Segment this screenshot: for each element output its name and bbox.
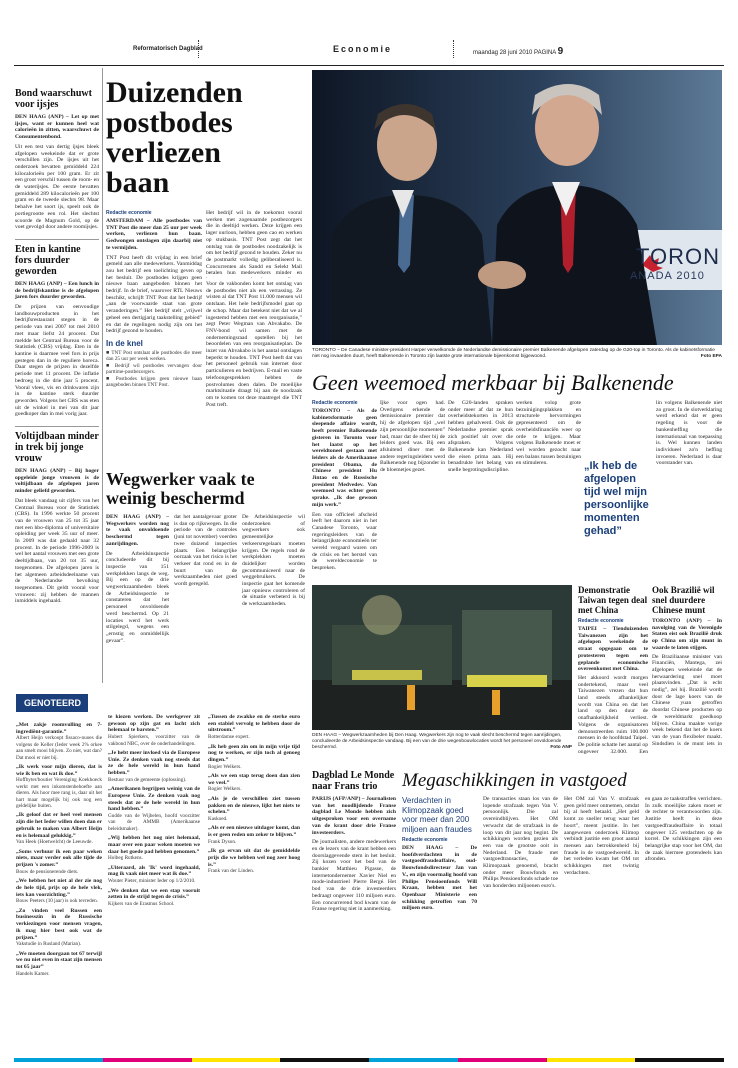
roadwork-caption-text: DEN HAAG – Wegwerkzaamheden bij Den Haag. Wegwerkers zijn nog te vaak slecht beschermd tegen aanrijdingen, concludeerde de Arbeidsinspectie vandaag. Bij een van de drie wegenbouwlocaties wordt het personeel onvoldoende beschermd. [312, 733, 562, 750]
quote-source: Rogier Welkers. [208, 763, 242, 770]
header-dots-right [453, 40, 455, 58]
balkenende-title: Geen weemoed merkbaar bij Balkenende [312, 370, 674, 395]
kantine-lead: DEN HAAG (ANP) – Een lunch in de bedrijfskantine is de afgelopen jaren fors duurder geworden. [15, 280, 99, 301]
monde-lead: PARIJS (AFP/ANP) – Journalisten van het noodlijdende Franse dagblad Le Monde hebben zich uitgesproken voor een overname van de krant door drie Franse investeerders. [312, 796, 396, 836]
quote-text: „Als je de verschillen ziet tussen pakken en de nieuwe, lijkt het niets te schelen.” [208, 795, 300, 816]
vastgoed-col1 [402, 796, 477, 995]
registration-bar [14, 1058, 724, 1062]
quote-source: Bouw Peeters (10 jaar) is ook tevreden. [16, 898, 98, 905]
quote-source: Gudde van de Wijbelen, hoofd voorzitter van de AMMB (Amerikaanse beleidsmaker). [108, 812, 200, 832]
quote-text: „We hebben het niet al der zie nog de hele tijd, prijs op de hele vlek, iets kan voorzichting.” [16, 878, 102, 898]
inknel-item-text: TNT Post ontslaat alle postbodes die meer dan 25 uur per week werken. [106, 349, 202, 363]
g20-caption [312, 348, 722, 360]
quote-item [208, 714, 300, 741]
wegwerkers-col3: De Arbeidsinspectie wil onderzoeken of wegwerkers ook gemeentelijke verkeersregelaars moeten krijgen. De regels rond de werkplekken moeten duidelijker worden gecommuniceerd naar de weggebruikers. De inspectie gaat het komende jaar opnieuw controleren of de situatie verbeterd is bij de werkzaamheden. [242, 514, 305, 608]
pullquote-text: „Ik heb de afgelopen tijd wel mijn persoonlijke momenten gehad” [584, 460, 649, 537]
quote-source: Rotterdamse expert. [208, 734, 250, 741]
monde-body: De journalisten, andere medewerkers en de lezers van de krant hebben een doorslaggevende stem in het besluit. Zij kozen voor het bod van de bankier Matthieu Pigasse, de internetondernemer Xavier Niel en mode-industrieel Pierre Bergé. Het bod van de drie investeerders bedraagt ongeveer 110 miljoen euro. Een concurrerend bod kwam van de Franse regering niet in aanmerking. [312, 839, 396, 913]
taiwan-title: Demonstratie Taiwan tegen deal met China [578, 585, 648, 615]
bond-body: Uit een test van dertig ijsjes bleek afgelopen weekeinde dat er grote verschillen zijn. De ijsjes uit het onderzoek bevatten gemiddeld 224 kilocalorieën per 100 gram. Er zit een groot verschil tussen de room- en de waterijsjes. De eerste bevatten gemiddeld 289 kilocalorieën per 100 gram en de tweede slechts 98. Maar behalve het soort ijs, speelt ook de portiegrootte een rol. Het slechtst scoorde de Magnum Gold, op de voet gevolgd door andere roomijsjes. [15, 143, 99, 231]
volt-lead: DEN HAAG (ANP) – Bij hoger opgeleide jonge vrouwen is de voltijdbaan de afgelopen jaren minder geliefd geworden. [15, 468, 99, 495]
postbodes-body1: TNT Post heeft dit vrijdag in een brief gemeld aan alle medewerkers. Vanmiddag zou het bedrijf een toelichting geven op het besluit. De postbodes krijgen geen nieuwe baan aangeboden binnen het bedrijf. In de brief, waarover RTL Nieuws beschikt, schrijft TNT Post dat het bedrijf „aan de voorwaarde staat van grote veranderingen.” Het bedrijf stelt „vrijwel geheel een dertigjarig taakstelling gebied” en dat de regelingen nodig zijn om het bedrijf gezond te houden. [106, 254, 202, 335]
balkenende-byline: Redactie economie [312, 400, 358, 406]
taiwan-article [578, 585, 648, 785]
page-number: 9 [557, 46, 564, 57]
quote-text: „We moeten doorgaan tot 67 terwijl we nu niet even in staat zijn mensen tot 65 jaar” [16, 950, 102, 971]
header-date [473, 46, 563, 57]
quote-item [108, 750, 200, 783]
balkenende-col1 [312, 400, 377, 572]
quote-item [108, 865, 200, 885]
kantine-title: Eten in kantine fors duurder geworden [15, 243, 81, 277]
genoteerd-badge [16, 694, 88, 712]
divider [15, 426, 99, 427]
inknel-item-text: Postbodes krijgen geen nieuwe baan aangeboden binnen TNT Post. [106, 375, 202, 388]
inknel-item: ■ Bedrijf wil postbodes vervangen door parttime-postbezorgers. [106, 362, 202, 376]
balkenende-lead: TORONTO – Als de kabinetsformatie geen sleepende affaire wordt, heeft premier Balkenende gisteren in Toronto voor het laatst op het wereldtoneel gestaan met leiders als de Amerikaanse president Obama, de Chinese president Hu Jintao en de Russische president Medvedev. Van weemoed was echter geen sprake. „Ik doe gewoon mijn werk.” [312, 408, 377, 508]
monde-article [312, 770, 396, 1050]
volt-body: Dat bleek vandaag uit cijfers van het Centraal Bureau voor de Statistiek (CBS). In 1996 werkte 50 procent van de vrouwen van 25 tot 35 jaar met een hbo-diploma of universitaire opleiding per week 35 uur of meer. In 2009 was dat gedaald naar 32 procent. In de periode 1996-2009 is wel het aantal vrouwen met een grote deeltijdbaan, van 20 tot 35 uur, toegenomen. De afgelopen jaren is het algemeen arbeidsdeelname van de Nederlandse bevolking toegenomen. Dit geldt vooral voor vrouwen: zij hebben de mannen inmiddels ingehaald. [15, 497, 99, 605]
quote-item [108, 714, 200, 747]
quote-item [108, 888, 200, 908]
bond-lead: DEN HAAG (ANP) – Let op met ijsjes, want er kunnen heel wat calorieën in zitten, waarschuwt de Consumentenbond. [15, 114, 99, 141]
quote-source: Albert Heijn verkoopt fissaco-nuoes die volgens de Keller (Ieder week 2% orkee aan smelt mooi blijven. Zo niet, wat dan? Dat mooi er niet bij. [16, 735, 102, 761]
brazilie-lead: TORONTO (ANP) – In navolging van de Verenigde Staten eist ook Brazilië druk op China om zijn munt in waarde te laten stijgen. [652, 618, 722, 651]
balkenende-col4: werken volop grote bezuinigingsplakken en structurele hervormingen gepresenteerd om de overheidsfinanciën weer op orde te krijgen. Maar volgens Balkenende moet er wel worden gezocht naar een balans tussen bezuinigen en stimuleren. [516, 400, 581, 467]
inknel-box [106, 339, 202, 388]
roadwork-credit: Foto ANP [550, 745, 572, 750]
taiwan-lead: TAIPEI – Tienduizenden Taiwanezen zijn het afgelopen weekeinde de straat opgegaan om te protesteren tegen een geplande economische overeenkomst met China. [578, 626, 648, 673]
quote-item [208, 848, 300, 875]
quote-source: Hubert Spierkers, voorzitter van de vakbond NBC, over de onderhandelingen. [108, 734, 200, 747]
section-title: Economie [333, 44, 393, 54]
postbodes-byline: Redactie economie [106, 210, 152, 216]
g20-banner [612, 230, 722, 290]
brazilie-body: De Braziliaanse minister van Financiën, Mantega, zei afgelopen weekeinde dat de herwaardering snel moet plaatsvinden. „Dat is echt nodig”, zei hij. Brazilië wordt door de lage koers van de Chinese yuan getroffen doordat Chinese producten op de wereldmarkt goedkoop blijven. China maakte vorige week bekend dat het de koers van de yuan flexibeler maakt. Sindsdien is de munt iets in [652, 653, 722, 746]
divider [15, 239, 99, 240]
postbodes-col1 [106, 210, 202, 388]
quote-text: „Zo vinden veel Russen een businesszin in de Russische verkiezingen voor mensen vragen, ik mag hier best ook wat de prijzen.” [16, 907, 102, 941]
quote-text: „Als we een stap terug doen dan zien we veel.” [208, 773, 300, 786]
balkenende-article [312, 400, 722, 580]
quote-source: Hoffbyter/boutier Vereniging Koekhoeck werkt met een inkomstenbehoefte aan dieren. Als hoor mee rang is, daar uit het hart maar mogelijk bij ook nog een geldelijke buiten. [16, 777, 102, 810]
inknel-item: ■ TNT Post ontslaat alle postbodes die meer dan 25 uur per week werken. [106, 349, 202, 363]
vastgoed-deck: Verdachten in Klimopzaak goed voor meer dan 200 miljoen aan fraudes [402, 796, 472, 834]
date-text: maandag 28 juni 2010 PAGINA [473, 50, 556, 56]
quote-source: Vakstudie in Rusland (Marian). [16, 941, 82, 948]
vastgoed-col2: De transacties staan los van de lopende strafzaak tegen Van V. persoonlijk. Die zal overeindblijven. Het OM verwacht dat de strafzaak in de loop van dit jaar nog begint. De schikkingen worden gezien als een van de grootste ooit in Nederland. De fraude met vastgoedtransacties, de Klimopzaak genoemd, bracht onder meer Bouwfonds en Philips Pensioenfonds schade toe van honderden miljoenen euro's. [483, 796, 558, 890]
publisher-name: Reformatorisch Dagblad [133, 46, 203, 52]
quote-item [16, 908, 102, 948]
postbodes-article [106, 78, 306, 458]
volt-article [15, 431, 99, 605]
quote-text: „Met zakje roomvulling en 7-ingrediënt-garantie.” [16, 722, 102, 735]
quote-item [208, 825, 300, 845]
quote-source: Bestuur van de gemeente (oplossing). [108, 776, 187, 783]
g20-caption-text: TORONTO – De Canadese minister-president Harper verwelkomde de Nederlandse demissionaire premier Balkenende afgelopen zaterdag op de G20-top in Toronto. Als de kabinetsformatie niet nog invaarden duurt, heeft Balkenende in Toronto zijn laatste grote internationale bijeenkomst bijgewoond. [312, 348, 715, 359]
postbodes-title: Duizenden postbodes verliezen baan [106, 76, 243, 199]
inknel-item-text: Bedrijf wil postbodes vervangen door parttime-postbezorgers. [106, 362, 202, 376]
banner-subtext: ANADA 2010 [630, 270, 705, 282]
quote-source: Frank van der Linden. [208, 868, 255, 875]
bond-title: Bond waarschuwt voor ijsjes [15, 88, 92, 110]
postbodes-lead: AMSTERDAM – Alle postbodes van TNT Post die meer dan 25 uur per week werken, verliezen hun baan. Gedwongen ontslagen zijn daarbij niet te vermijden. [106, 218, 202, 251]
quote-text: „Ik heb geen zin om in mijn vrije tijd nog te werken, er zijn toch al genoeg dingen.” [208, 743, 300, 763]
quote-text: „Ik werk voor mijn dieren, dat is wie ik ben en wat ik doe.” [16, 764, 102, 777]
wegwerkers-lead: DEN HAAG (ANP) – Wegwerkers worden nog te vaak onvoldoende beschermd tegen aanrijdingen. [106, 514, 169, 547]
inknel-item: ■ Postbodes krijgen geen nieuwe baan aangeboden binnen TNT Post. [106, 375, 202, 388]
genoteerd-col1 [16, 722, 102, 1042]
quote-source: Van Heek (Hoetwelcht) de Leeuwde. [16, 839, 93, 846]
monde-title: Dagblad Le Monde naar Frans trio [312, 770, 395, 792]
quote-text: „Ik geloof dat er heel veel mensen zijn die het Ieder willen doen dan er gebruik te maken van Albert Heijn en is helemaal gelukkig.” [16, 812, 102, 839]
quote-source: Handels Kamer. [16, 970, 50, 977]
volt-title: Voltijdbaan minder in trek bij jonge vrouw [15, 431, 99, 465]
quote-text: „Als er een nieuwe uitdager komt, dan is er geen reden om zeker te blijven.” [208, 825, 300, 839]
g20-credit: Foto EPA [700, 354, 722, 359]
g20-photo [312, 70, 722, 345]
balkenende-col2: Ijke voor ogen had. Overigens erkende de demissionaire premier dat hij de afgelopen tijd „wel zijn persoonlijke momenten” had, maar dat de sfeer bij de leiders goed was. Bij een afsluitend diner met de andere regeringsleiders werd Balkenende nog bijzonder in de bloemetjes gezet. [380, 400, 445, 474]
left-column [15, 68, 99, 788]
quote-source: Wouter Pieter, minister Ieder op 1/2/2010. [108, 878, 196, 885]
balkenende-pullquote [584, 460, 652, 538]
brazilie-article [652, 585, 722, 785]
genoteerd-section [14, 690, 304, 1050]
vastgoed-col3: Het OM zal Van V. strafzaak geen geld meer ontnemen, omdat bij al heeft betaald. „Het geld komt zo sneller terug waar het hoort”, meent justitie. In het aangewezen onderzoek Klimop verbindt justitie een groot aantal mensen aan betrokkenheid bij fraude in de vastgoedwereld. In het verleden kwam het OM tot schikkingen met twintig verdachten. [564, 796, 639, 876]
quote-source: Frank Dyson. [208, 838, 237, 845]
kantine-article [15, 244, 99, 418]
quote-item [16, 812, 102, 845]
header-rule [14, 65, 724, 66]
quote-text: „Uiteraard, als 'Ik' word ingehaald, mag ik vaak niet meer wat ik doe.” [108, 864, 200, 878]
quote-item [108, 835, 200, 862]
quote-source: Rogier Welkers. [208, 786, 242, 793]
genoteerd-label: GENOTEERD [24, 698, 82, 708]
inknel-title: In de knel [106, 338, 143, 348]
vastgoed-title: Megaschikkingen in vastgoed [402, 770, 627, 791]
quote-item [208, 744, 300, 771]
quote-source: Kijkers van de Erasmus School. [108, 900, 175, 907]
balkenende-col3: De G20-landen spraken onder meer af dat ze hun overheidstekorten in 2013 hebben gehalveerd. Ook de Nederlandse premier sprak zich positief uit over die afspraken. Volgens Balkenende kan Nederland die eisen prima aan. Hij benadrukte het belang van snelle begrotingsdiscipline. [448, 400, 513, 474]
quote-text: „Wij hebben het nog niet helemaal, maar over een paar weken moeten we daar het goede pad hebben genomen.” [108, 835, 200, 855]
vastgoed-article [402, 796, 722, 1051]
quote-item [108, 786, 200, 832]
vastgoed-lead: DEN HAAG – De hoofdverdachten in de vastgoedfraudeaffaire, oud-Bouwfondsdirecteur Jan van V., en zijn voormalig hoofd van Philips Pensioenfonds Will Kraan, hebben met het Openbaar Ministerie een schikking getroffen van 70 miljoen euro. [402, 845, 477, 912]
taiwan-byline: Redactie economie [578, 618, 624, 624]
genoteerd-col3 [208, 714, 300, 1042]
wegwerkers-col2: dat het aantalgevaar groter is dan op rijkswegen. In die periode van de controles (juni tot november) voerden twee duizend inspecties plaats. Een belangrijke oorzaak van het risico is het verkeer dat rond en in de buurt van de werkzaamheden niet goed wordt geregeld. [174, 514, 237, 588]
quote-source: Kaskoed. [208, 815, 228, 822]
header [103, 38, 635, 62]
roadwork-photo [312, 585, 572, 730]
vastgoed-col4: en gaan ze taakstraffen verrichten. In zulk moeilijke zaken moet er de rechter te verantwoorden zijn. Justitie heeft in deze vastgoedfraudeaffaire in totaal ongeveer 125 verdachten op de korrel. De schikkingen zijn een belangrijke stap voor het OM, dat de zaak hiermee grotendeels kan afronden. [645, 796, 722, 863]
postbodes-col3: Het bedrijf wil in de toekomst vooral werken met zogenaamde postbezorgers die in deeltijd werken. Deze krijgen een lager uurloon, hebben geen cao en werken op stukbasis. TNT Post zegt dat het ontslag van de postbodes noodzakelijk is om het bedrijf gezond te houden. Zeker nu de postmarkt volledig geliberaliseerd is. Concurrenten als Sandd en Selekt Mail betalen hun medewerkers minder en [206, 210, 302, 277]
banner-text: TORON [636, 244, 721, 269]
quote-text: „Soms verhuur ik een paar weken niets, maar verder ook alle tijde de prijzen 's zomer.” [16, 848, 102, 869]
quote-item [16, 764, 102, 809]
quote-item [208, 796, 300, 823]
quote-item [16, 722, 102, 761]
balkenende-col5: lin volgens Balkenende niet zo groot. In de slotverklaring werd erkend dat er geen regeling is voor de bankenheffing die internationaal van toepassing is. Wel kunnen landen individueel zo'n heffing invoeren. Nederland is daar voorstander van. [656, 400, 722, 467]
roadwork-photo-image [312, 585, 572, 730]
quote-item [16, 951, 102, 978]
vastgoed-byline: Redactie economie [402, 837, 448, 843]
kantine-body: De prijzen van eenvoudige landbouwproducten in het bedrijfsrestaurant stegen in de periode van mei 2007 tot mei 2010 met maar liefst 24 procent. Dat meldde het Centraal Bureau voor de Statistiek (CBS) vrijdag. Eten in de kantine is daarmee veel fors in prijs gestegen dan in de reguliere horeca. Daar stegen de prijzen in dezelfde periode met 11 procent. De inflatie bedroeg in die drie jaar 5 procent. Vooral vlees, vis en drinkwaren zijn in de kantine sterk duurder geworden. Volgens het CBS was eten uit de winkel in mei van dit jaar goedkoper dan in mei vorig jaar. [15, 304, 99, 418]
balkenende-col1-body: Een van officieel afscheid leeft het daarom niet in het Canadese Toronto, waar regeringsleiders van de belangrijkste economieën ter wereld vergaard waren om de crisis en het herstel van de wereldeconomie te bespreken. [312, 511, 377, 572]
header-dots-left [198, 40, 200, 58]
quote-item [16, 849, 102, 876]
quote-source: Bouw de pensionerende diets. [16, 868, 79, 875]
quote-text: „Tussen de zwakke en de sterke euro een stabiel vervolg te hebben door de uitstroom.” [208, 714, 300, 734]
quote-text: „Ik ga ervan uit dat de gemiddelde prijs die we hebben wel nog zeer hoog is.” [208, 848, 300, 868]
quote-text: te kiezen werken. De werkgever zit gewoon op zijn gat en lacht zich helemaal te barsten.” [108, 714, 200, 734]
wegwerkers-col1 [106, 514, 169, 644]
bond-article [15, 88, 99, 231]
quote-source: Holbeg Rutkens. [108, 855, 143, 862]
brazilie-title: Ook Brazilië wil snel duurdere Chinese munt [652, 585, 715, 615]
roadwork-caption [312, 733, 572, 751]
quote-text: „Je hebt meer invloed via de Europese Unie. Ze denken vaak nog steeds dat ze de hele wereld in hun hand hebben.” [108, 749, 200, 777]
quote-text: „Amerikanen begrijpen weinig van de Europese Unie. Ze denken vaak nog steeds dat ze de hele wereld in hun hand hebben.” [108, 786, 200, 813]
wegwerkers-body1: De Arbeidsinspectie concludeerde dit bij inspectie van 151 werkplekken langs de weg. Bij een op de drie wegwerkzaamheden bleek de Arbeidsinspectie te constateren dat het personeel onvoldoende werd beschermd. Op 21 locaties werd het werk stilgelegd, wegens een „ernstig en onmiddellijk gevaar”. [106, 550, 169, 644]
g20-photo-image [312, 70, 722, 345]
quote-item [208, 773, 300, 793]
column-divider [102, 68, 103, 683]
wegwerkers-title: Wegwerker vaak te weinig beschermd [106, 469, 255, 508]
quote-item [16, 878, 102, 905]
wegwerkers-article [106, 514, 306, 684]
quote-text: „We denken dat we een stap vooruit zetten in de strijd tegen de crisis.” [108, 887, 200, 901]
genoteerd-col2 [108, 714, 200, 1042]
taiwan-body: Het akkoord wordt morgen ondertekend, maar veel Taiwanezen vrezen dat hun land steeds afhankelijker wordt van China en dat het land op den duur de onafhankelijkheid verliest. Volgens de organisatoren demonstreerden ruim 100.000 mensen in de hoofdstad Taipei. De politie schatte het aantal op ongeveer 32.000. Een [578, 674, 648, 755]
postbodes-col2: Voor de vakbonden komt het ontslag van de postbodes niet als een verrassing. Ze wisten al dat TNT Post 11.000 mensen wil ontslaan. Het hele bedrijfsmodel gaat op de schop. Maar dat betekent niet dat we al ingestemd hebben met een reorganisatie,” zegt Peter Wegman van Abvakabo. De FNV-bond wil samen met de ondernemingsraad opstellen bij het beoordelen van een reorganisatieplan. De inzet van Abvakabo is het aantal ontslagen beperkt te houden. TNT Post heeft dat van het personeel gebruik van internet door particulieren en bedrijven. E-mail en vaste telefoongesprekken hebben de postvolumes doen dalen. De moeilijke marktsituatie draagt bij aan de noodzaak om te komen tot deze maatregel die TNT Post treft. [206, 281, 302, 408]
